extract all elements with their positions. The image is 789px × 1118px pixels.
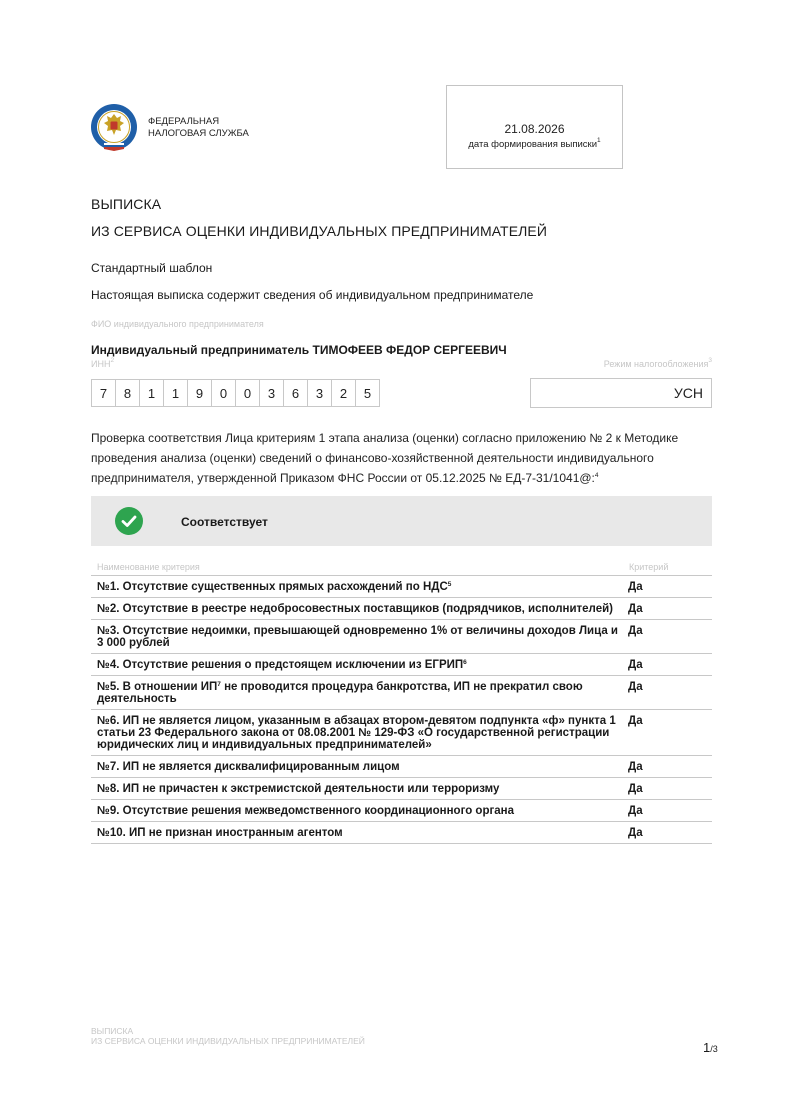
inn-digits — [91, 379, 380, 407]
criterion-name: №3. Отсутствие недоимки, превышающей одновременно 1% от величины доходов Лица и 3 000 рублей — [97, 625, 618, 649]
criterion-name: №9. Отсутствие решения межведомственного координационного органа — [97, 805, 515, 817]
criterion-value: Да — [628, 581, 643, 593]
criterion-name — [97, 681, 628, 705]
footnote-ref: 5 — [447, 581, 452, 588]
template-label: Стандартный шаблон — [91, 261, 213, 275]
result-status: Соответствует — [181, 515, 268, 529]
page-footer — [91, 1026, 365, 1046]
footnote-ref: 7 — [217, 681, 221, 688]
criteria-table — [91, 560, 712, 844]
inn-digit: 6 — [283, 379, 308, 407]
footer-line1: ВЫПИСКА — [91, 1026, 134, 1036]
table-row — [91, 576, 712, 598]
footer-line2: ИЗ СЕРВИСА ОЦЕНКИ ИНДИВИДУАЛЬНЫХ ПРЕДПРИНИМАТЕЛЕЙ — [91, 1036, 365, 1046]
page-current: 1 — [703, 1040, 711, 1055]
fns-emblem-logo — [90, 103, 138, 153]
criteria-table-header — [91, 560, 712, 576]
statement-date: 21.08.2026 — [504, 122, 565, 136]
inn-caption-text: ИНН — [91, 359, 111, 369]
inn-digit: 7 — [91, 379, 116, 407]
criterion-value: Да — [628, 805, 643, 817]
criterion-value: Да — [628, 625, 643, 637]
page-total: /3 — [710, 1044, 718, 1054]
criteria-value-header: Критерий — [629, 562, 669, 572]
inn-digit: 3 — [259, 379, 284, 407]
tax-regime-value: УСН — [530, 378, 712, 408]
page-number — [703, 1040, 718, 1055]
criterion-value: Да — [628, 715, 643, 727]
table-row — [91, 800, 712, 822]
tax-regime-caption-text: Режим налогообложения — [603, 359, 709, 369]
agency-name-line1: ФЕДЕРАЛЬНАЯ — [148, 116, 220, 127]
criterion-name: №6. ИП не является лицом, указанным в абзацах втором-девятом подпункта «ф» пункта 1 статьи 23 Федерального закона от 08.08.2001 № 129-ФЗ «О государственной регистрации юридических лиц и индивидуальных предпринимателей» — [97, 715, 616, 751]
date-caption-text: дата формирования выписки — [468, 139, 598, 150]
entrepreneur-name: Индивидуальный предприниматель ТИМОФЕЕВ ФЕДОР СЕРГЕЕВИЧ — [91, 343, 507, 357]
table-row — [91, 598, 712, 620]
criterion-name: №10. ИП не признан иностранным агентом — [97, 827, 343, 839]
table-row — [91, 620, 712, 654]
criterion-value: Да — [628, 603, 643, 615]
table-row — [91, 822, 712, 844]
intro-text: Настоящая выписка содержит сведения об индивидуальном предпринимателе — [91, 288, 534, 302]
criterion-value: Да — [628, 827, 643, 839]
inn-digit: 5 — [355, 379, 380, 407]
inn-digit: 0 — [211, 379, 236, 407]
inn-digit: 2 — [331, 379, 356, 407]
criterion-name — [97, 581, 628, 593]
table-row — [91, 654, 712, 676]
table-row — [91, 756, 712, 778]
inn-caption — [91, 359, 114, 369]
footnote-ref: 3 — [708, 357, 712, 364]
footnote-ref: 4 — [594, 472, 599, 479]
check-circle-icon — [115, 507, 143, 535]
criterion-name: №8. ИП не причастен к экстремистской деятельности или терроризму — [97, 783, 500, 795]
criterion-name-text: не проводится процедура банкротства, ИП не прекратил свою деятельность — [97, 681, 583, 705]
criterion-name-text: №1. Отсутствие существенных прямых расхождений по НДС — [97, 581, 448, 593]
date-box — [446, 85, 623, 169]
agency-name-line2: НАЛОГОВАЯ СЛУЖБА — [148, 128, 249, 139]
table-row — [91, 778, 712, 800]
table-row — [91, 710, 712, 756]
criterion-name: №2. Отсутствие в реестре недобросовестных поставщиков (подрядчиков, исполнителей) — [97, 603, 614, 615]
statement-date-caption — [447, 139, 622, 150]
criterion-name-text: №4. Отсутствие решения о предстоящем исключении из ЕГРИП — [97, 659, 464, 671]
criteria-name-header: Наименование критерия — [97, 562, 200, 572]
table-row — [91, 676, 712, 710]
criterion-value: Да — [628, 783, 643, 795]
criterion-value: Да — [628, 681, 643, 693]
document-subtitle: ИЗ СЕРВИСА ОЦЕНКИ ИНДИВИДУАЛЬНЫХ ПРЕДПРИНИМАТЕЛЕЙ — [91, 223, 548, 239]
check-description-text: Проверка соответствия Лица критериям 1 этапа анализа (оценки) согласно приложению № 2 к Методике проведения анализа (оценки) сведений о финансово-хозяйственной деятельности индивидуального предпринимателя, утвержденной Приказом ФНС России от 05.12.2025 № ЕД-7-31/1041@: — [91, 431, 679, 485]
tax-regime-caption — [540, 359, 712, 369]
footnote-ref: 6 — [463, 659, 467, 666]
criterion-name-text: №5. В отношении ИП — [97, 681, 218, 693]
footnote-ref: 1 — [597, 137, 601, 144]
criterion-name: №7. ИП не является дисквалифицированным лицом — [97, 761, 400, 773]
inn-digit: 8 — [115, 379, 140, 407]
agency-name — [148, 116, 249, 140]
inn-digit: 1 — [139, 379, 164, 407]
criterion-value: Да — [628, 659, 643, 671]
inn-digit: 3 — [307, 379, 332, 407]
inn-digit: 0 — [235, 379, 260, 407]
document-title: ВЫПИСКА — [91, 196, 162, 212]
criterion-name — [97, 659, 628, 671]
criterion-value: Да — [628, 761, 643, 773]
fio-caption: ФИО индивидуального предпринимателя — [91, 319, 264, 329]
inn-digit: 9 — [187, 379, 212, 407]
inn-digit: 1 — [163, 379, 188, 407]
check-description — [91, 428, 711, 488]
footnote-ref: 2 — [110, 357, 115, 364]
